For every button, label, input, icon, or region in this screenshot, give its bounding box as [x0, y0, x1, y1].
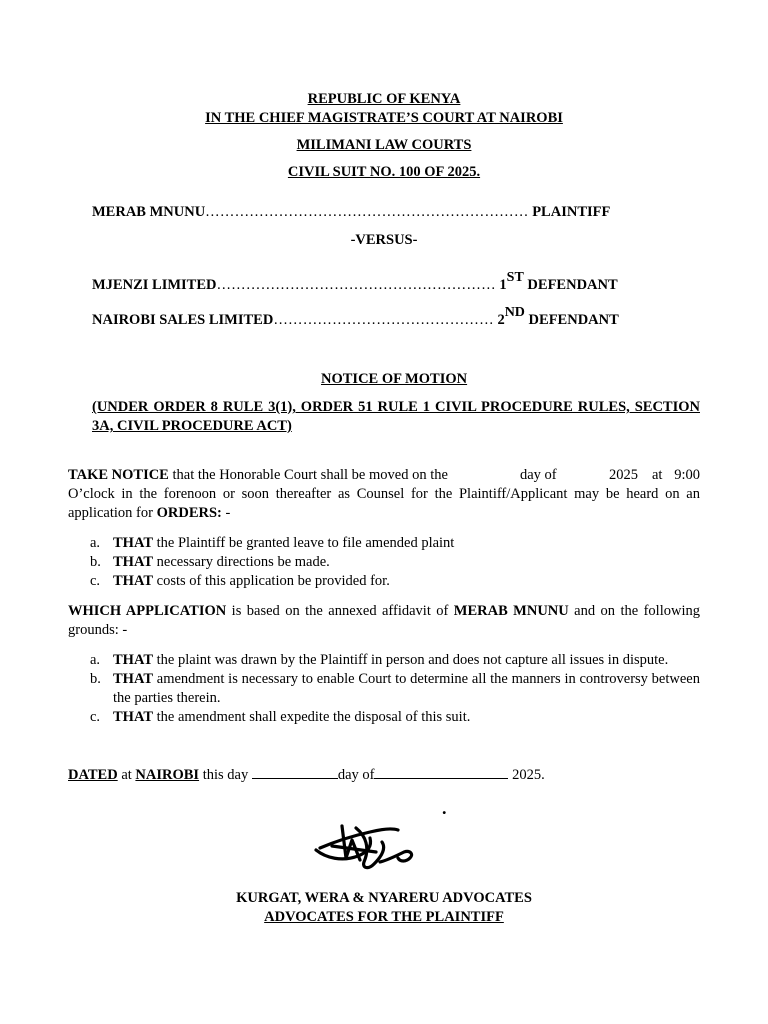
application-paragraph	[68, 602, 700, 640]
dated-year: 2025.	[508, 767, 545, 783]
versus-label: -VERSUS-	[350, 232, 418, 248]
notice-at: at	[652, 467, 663, 483]
signature-image	[312, 818, 422, 874]
list-item	[68, 553, 700, 572]
defendant2-dots: ………………………………………	[273, 312, 494, 328]
grounds-list	[68, 651, 700, 727]
list-item	[68, 651, 700, 670]
dated-at: at	[117, 767, 136, 783]
defendant1-line	[92, 270, 652, 295]
orders-label: ORDERS:	[156, 505, 222, 521]
defendant2-suffix: ND	[504, 305, 525, 321]
list-item-lead: THAT	[113, 554, 154, 570]
list-marker: b.	[90, 554, 101, 570]
header-suit-number: CIVIL SUIT NO. 100 OF 2025.	[287, 164, 481, 180]
plaintiff-role: PLAINTIFF	[532, 204, 611, 220]
list-item	[68, 534, 700, 553]
list-marker: a.	[90, 535, 101, 551]
list-marker: a.	[90, 652, 101, 668]
list-item-lead: THAT	[113, 709, 154, 725]
firm-name: KURGAT, WERA & NYARERU ADVOCATES	[236, 890, 532, 906]
stray-dot: .	[442, 798, 447, 818]
list-item	[68, 708, 700, 727]
dated-lead: DATED	[68, 767, 118, 783]
list-item-text: the plaint was drawn by the Plaintiff in person and does not capture all issues in dispute.	[153, 652, 669, 668]
list-item-text: the amendment shall expedite the disposal of this suit.	[153, 709, 471, 725]
motion-subtitle: (UNDER ORDER 8 RULE 3(1), ORDER 51 RULE 1 CIVIL PROCEDURE RULES, SECTION 3A, CIVIL PROCEDURE ACT)	[92, 399, 700, 434]
dated-day-of: day of	[337, 767, 375, 783]
dated-place: NAIROBI	[135, 767, 200, 783]
notice-text-1: that the Honorable Court shall be moved on the	[168, 467, 448, 483]
application-lead: WHICH APPLICATION	[68, 603, 227, 619]
list-item-text: the Plaintiff be granted leave to file amended plaint	[153, 535, 455, 551]
defendant1-name: MJENZI LIMITED	[92, 277, 217, 293]
list-item-text: amendment is necessary to enable Court to determine all the manners in controversy between the parties therein.	[113, 671, 700, 706]
defendant2-name: NAIROBI SALES LIMITED	[92, 312, 274, 328]
notice-line-2	[68, 485, 700, 523]
list-marker: c.	[90, 709, 101, 725]
list-item-text: costs of this application be provided for.	[153, 573, 390, 589]
notice-paragraph	[68, 466, 700, 523]
list-item-lead: THAT	[113, 535, 154, 551]
plaintiff-line	[92, 203, 652, 222]
dated-this-day: this day	[199, 767, 252, 783]
month-blank	[374, 764, 508, 779]
notice-year: 2025	[609, 467, 638, 483]
notice-day-of: day of	[520, 467, 557, 483]
application-text-1: is based on the annexed affidavit of	[226, 603, 454, 619]
list-marker: b.	[90, 671, 101, 687]
orders-list	[68, 534, 700, 591]
header-republic: REPUBLIC OF KENYA	[307, 91, 461, 107]
notice-text-2: O’clock in the forenoon or soon thereafter as Counsel for the Plaintiff/Applicant may be heard on an application for	[68, 486, 700, 521]
orders-tail: -	[221, 505, 231, 521]
take-notice-lead: TAKE NOTICE	[68, 467, 169, 483]
list-marker: c.	[90, 573, 101, 589]
defendant1-role: DEFENDANT	[527, 277, 618, 293]
advocates-role: ADVOCATES FOR THE PLAINTIFF	[264, 909, 504, 925]
motion-title: NOTICE OF MOTION	[321, 371, 468, 387]
header-law-courts: MILIMANI LAW COURTS	[296, 137, 472, 153]
plaintiff-name: MERAB MNUNU	[92, 204, 206, 220]
application-name: MERAB MNUNU	[453, 603, 569, 619]
list-item-lead: THAT	[113, 573, 154, 589]
plaintiff-dots: …………………………………………………………	[205, 204, 529, 220]
defendant1-number: 1	[499, 277, 507, 293]
list-item	[68, 572, 700, 591]
defendant2-role: DEFENDANT	[528, 312, 619, 328]
defendant2-line	[92, 305, 652, 330]
day-blank	[252, 764, 338, 779]
application-text-2: and on the following grounds: -	[68, 603, 700, 638]
notice-time: 9:00	[674, 467, 700, 483]
list-item-lead: THAT	[113, 671, 154, 687]
header-court: IN THE CHIEF MAGISTRATE’S COURT AT NAIROBI	[205, 110, 563, 126]
dated-line	[68, 764, 700, 785]
notice-line-1	[68, 466, 700, 485]
list-item-lead: THAT	[113, 652, 154, 668]
list-item-text: necessary directions be made.	[153, 554, 330, 570]
list-item	[68, 670, 700, 708]
defendant1-dots: …………………………………………………	[216, 277, 496, 293]
defendant1-suffix: ST	[506, 270, 524, 286]
defendant2-number: 2	[497, 312, 505, 328]
